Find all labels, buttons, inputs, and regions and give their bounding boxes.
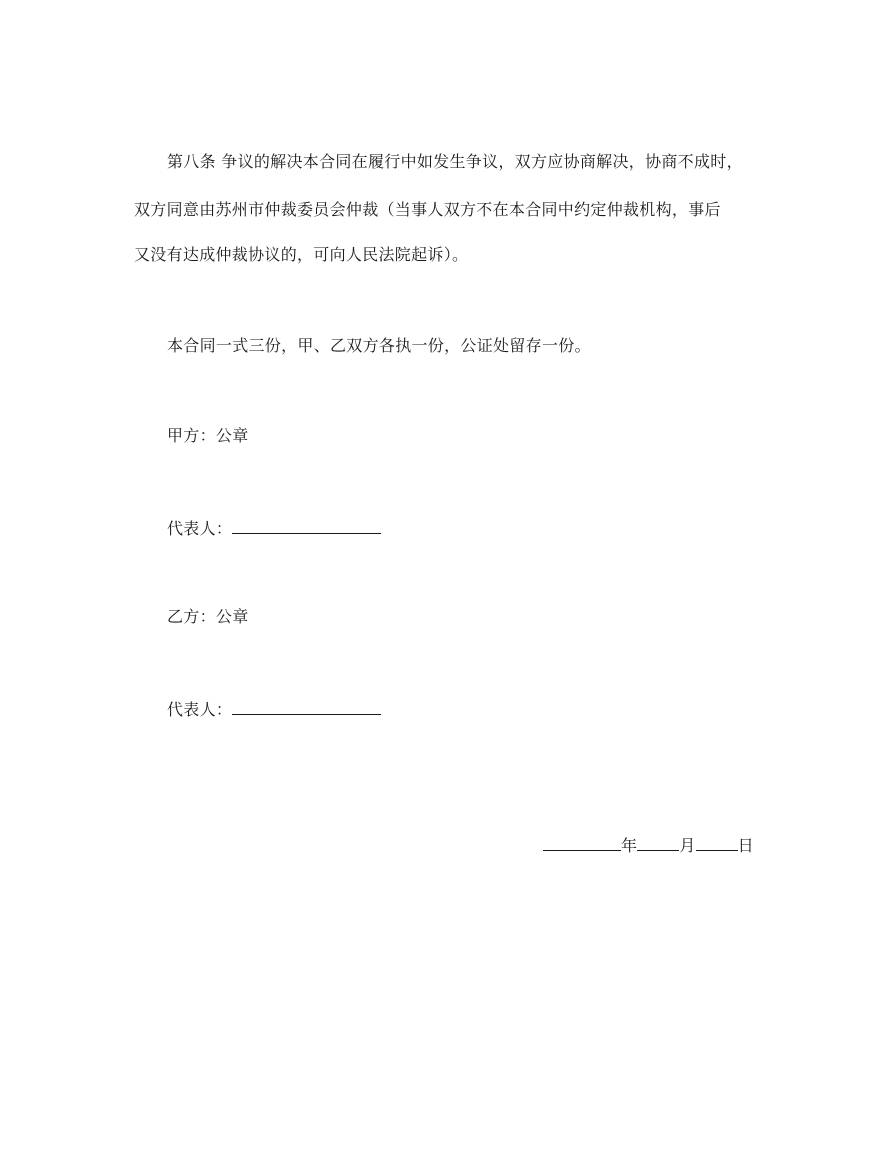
copies-clause: 本合同一式三份，甲、乙双方各执一份，公证处留存一份。 [167,336,591,355]
party-a-rep-label: 代表人： [167,519,233,538]
party-b-rep-blank[interactable] [232,698,381,715]
party-a-representative [167,517,381,539]
party-b-seal: 乙方：公章 [167,607,249,626]
party-a-seal: 甲方：公章 [167,426,249,445]
date-line [543,834,754,856]
article-8-line-3: 又没有达成仲裁协议的，可向人民法院起诉）。 [134,245,469,264]
day-blank[interactable] [696,834,738,851]
year-label: 年 [621,836,638,855]
month-blank[interactable] [637,834,679,851]
month-label: 月 [679,836,696,855]
party-b-rep-label: 代表人： [167,700,233,719]
party-b-representative [167,698,381,720]
day-label: 日 [737,836,754,855]
party-a-rep-blank[interactable] [232,517,381,534]
article-8-line-1: 第八条 争议的解决本合同在履行中如发生争议，双方应协商解决，协商不成时， [167,152,743,171]
year-blank[interactable] [543,834,621,851]
article-8-line-2: 双方同意由苏州市仲裁委员会仲裁（当事人双方不在本合同中约定仲裁机构，事后 [134,200,721,219]
